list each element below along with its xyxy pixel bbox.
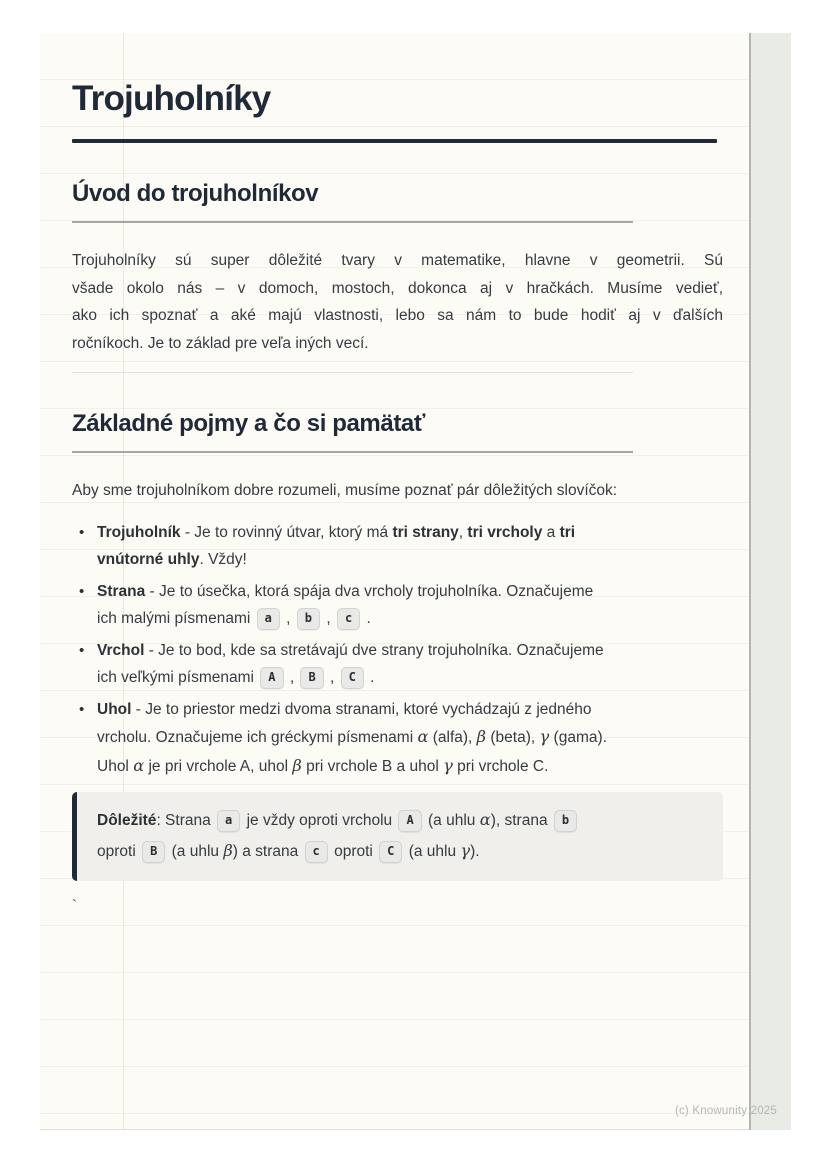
intro-paragraph: [72, 247, 723, 357]
bold-text: Trojuholník: [97, 523, 181, 541]
greek-letter: γ: [460, 841, 471, 860]
paper: [40, 33, 749, 1130]
bold-text: tri strany: [392, 523, 459, 541]
text-line: ich malými písmenami a , b , c .: [97, 605, 723, 633]
basics-intro-paragraph: Aby sme trojuholníkom dobre rozumeli, musíme poznať pár dôležitých slovíčok:: [72, 482, 618, 499]
bullet-icon: •: [79, 700, 85, 718]
bold-text: Uhol: [97, 700, 132, 718]
list-item: [72, 519, 723, 574]
bullet-icon: •: [79, 582, 85, 600]
code-badge: C: [341, 667, 364, 689]
text-line: vrcholu. Označujeme ich gréckymi písmenami α (alfa), β (beta), γ (gama).: [97, 727, 607, 746]
text-line: vnútorné uhly. Vždy!: [97, 551, 247, 568]
bullet-icon: •: [79, 523, 85, 541]
text-line: Dôležité: Strana a je vždy oproti vrcholu A (a uhlu α), strana b: [97, 805, 703, 836]
bullet-icon: •: [79, 641, 85, 659]
section-intro-heading: Úvod do trojuholníkov: [72, 180, 319, 207]
code-badge: B: [300, 667, 323, 689]
text-line: oproti B (a uhlu β) a strana c oproti C (a uhlu γ).: [97, 836, 703, 867]
code-badge: b: [554, 810, 577, 832]
code-badge: B: [142, 841, 165, 863]
code-badge: b: [297, 608, 320, 630]
greek-letter: β: [292, 755, 302, 775]
document-title: Trojuholníky: [72, 79, 271, 118]
greek-letter: α: [133, 755, 145, 775]
text-line: Uhol α je pri vrchole A, uhol β pri vrchole B a uhol γ pri vrchole C.: [97, 755, 549, 775]
section-intro-rule: [72, 221, 633, 223]
terms-list: [72, 519, 723, 781]
paragraph-line: ako ich spoznať a aké majú vlastnosti, lebo sa nám to bude hodiť aj v ďalších: [72, 307, 723, 324]
text-line: ich veľkými písmenami A , B , C .: [97, 664, 723, 692]
code-badge: A: [398, 810, 421, 832]
stray-backtick: `: [72, 897, 77, 914]
code-badge: A: [260, 667, 283, 689]
list-item-text: [97, 696, 723, 781]
code-badge: C: [379, 841, 402, 863]
code-badge: a: [257, 608, 280, 630]
greek-letter: γ: [539, 727, 550, 746]
text-line: Strana - Je to úsečka, ktorá spája dva vrcholy trojuholníka. Označujeme: [97, 582, 594, 600]
code-badge: a: [217, 810, 240, 832]
page: [40, 33, 791, 1130]
callout-important: [72, 792, 723, 881]
greek-letter: α: [479, 810, 491, 829]
watermark: (c) Knowunity 2025: [674, 1105, 777, 1117]
bold-text: tri vrcholy: [467, 523, 543, 541]
bold-text: vnútorné uhly: [97, 551, 200, 568]
list-item: [72, 696, 723, 781]
greek-letter: β: [476, 727, 487, 746]
page-edge-strip: [749, 33, 791, 1130]
bold-text: Strana: [97, 582, 146, 600]
paragraph-line: Trojuholníky sú super dôležité tvary v matematike, hlavne v geometrii. Sú: [72, 252, 723, 269]
bold-text: Vrchol: [97, 641, 145, 659]
page-content: [72, 33, 723, 914]
bold-text: Dôležité: [97, 812, 157, 829]
code-badge: c: [305, 841, 328, 863]
text-line: Vrchol - Je to bod, kde sa stretávajú dve strany trojuholníka. Označujeme: [97, 641, 604, 659]
list-item-text: [97, 578, 723, 633]
greek-letter: β: [223, 841, 233, 860]
section-basics-rule: [72, 451, 633, 453]
callout-text: [97, 805, 703, 867]
text-line: Trojuholník - Je to rovinný útvar, ktorý má tri strany, tri vrcholy a tri: [97, 523, 576, 541]
list-item: [72, 578, 723, 633]
list-item-text: [97, 637, 723, 692]
section-basics-heading: Základné pojmy a čo si pamätať: [72, 410, 425, 437]
title-rule: [72, 139, 717, 143]
paragraph-line: všade okolo nás – v domoch, mostoch, dokonca aj v hračkách. Musíme vedieť,: [72, 279, 723, 297]
greek-letter: γ: [443, 755, 453, 775]
paragraph-line: ročníkoch. Je to základ pre veľa iných vecí.: [72, 334, 369, 352]
section-divider: [72, 372, 633, 373]
code-badge: c: [337, 608, 360, 630]
section-basics: [72, 409, 723, 914]
list-item-text: [97, 519, 723, 574]
bold-text: tri: [559, 523, 576, 541]
text-line: Uhol - Je to priestor medzi dvoma stranami, ktoré vychádzajú z jedného: [97, 700, 592, 718]
list-item: [72, 637, 723, 692]
section-intro: [72, 179, 723, 357]
greek-letter: α: [417, 727, 429, 746]
